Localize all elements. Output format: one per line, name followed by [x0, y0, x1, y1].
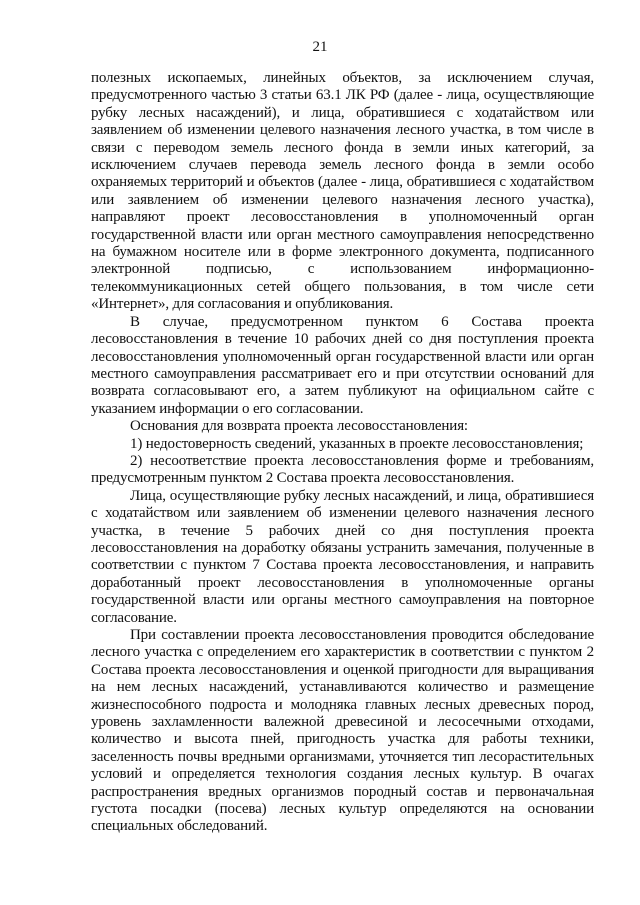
- page-number: 21: [312, 39, 328, 55]
- list-item-return-ground-2: 2) несоответствие проекта лесовосстановления форме и требованиям, предусмотренным пунктом 2 Состава проекта лесовосстановления.: [91, 452, 594, 487]
- paragraph-approval-procedure: В случае, предусмотренном пунктом 6 Состава проекта лесовосстановления в течение 10 рабочих дней со дня поступления проекта лесовосстановления уполномоченный орган государственной власти или орган местного самоуправления рассматривает его и при отсутствии оснований для возврата согласовывают его, а затем публикуют на официальном сайте с указанием информации о его согласовании.: [91, 313, 594, 417]
- document-body: [91, 70, 594, 836]
- paragraph-return-grounds-heading: Основания для возврата проекта лесовосстановления:: [130, 418, 468, 435]
- paragraph-continuation: полезных ископаемых, линейных объектов, за исключением случая, предусмотренного частью 3 статьи 63.1 ЛК РФ (далее - лица, осуществляющие рубку лесных насаждений), и лица, обратившиеся с ходатайством или заявлением об изменении целевого назначения лесного участка, в том числе в связи с переводом земель лесного фонда в земли иных категорий, за исключением случаев перевода земель лесного фонда в земли особо охраняемых территорий и объектов (далее - лица, обратившиеся с ходатайством или заявлением об изменении целевого назначения лесного участка), направляют проект лесовосстановления в уполномоченный орган государственной власти или орган местного самоуправления непосредственно на бумажном носителе или в форме электронного документа, подписанного электронной подписью, с использованием информационно-телекоммуникационных сетей общего пользования, в том числе сети «Интернет», для согласования и опубликования.: [91, 70, 594, 313]
- paragraph-revision-deadline: Лица, осуществляющие рубку лесных насаждений, и лица, обратившиеся с ходатайством или заявлением об изменении целевого назначения лесного участка, в течение 5 рабочих дней со дня поступления проекта лесовосстановления на доработку обязаны устранить замечания, полученные в соответствии с пунктом 7 Состава проекта лесовосстановления, и направить доработанный проект лесовосстановления в уполномоченные органы государственной власти или органы местного самоуправления на повторное согласование.: [91, 487, 594, 626]
- list-item-return-ground-1: 1) недостоверность сведений, указанных в проекте лесовосстановления;: [130, 435, 584, 452]
- paragraph-site-survey: При составлении проекта лесовосстановления проводится обследование лесного участка с определением его характеристик в соответствии с пунктом 2 Состава проекта лесовосстановления и оценкой пригодности для выращивания на нем лесных насаждений, устанавливаются количество и размещение жизнеспособного подроста и молодняка главных лесных древесных пород, уровень захламленности валежной древесиной и лесосечными отходами, количество и высота пней, пригодность участка для работы техники, заселенность почвы вредными организмами, уточняется тип лесорастительных условий и определяется технология создания лесных культур. В очагах распространения вредных организмов породный состав и первоначальная густота посадки (посева) лесных культур определяются на основании специальных обследований.: [91, 627, 594, 835]
